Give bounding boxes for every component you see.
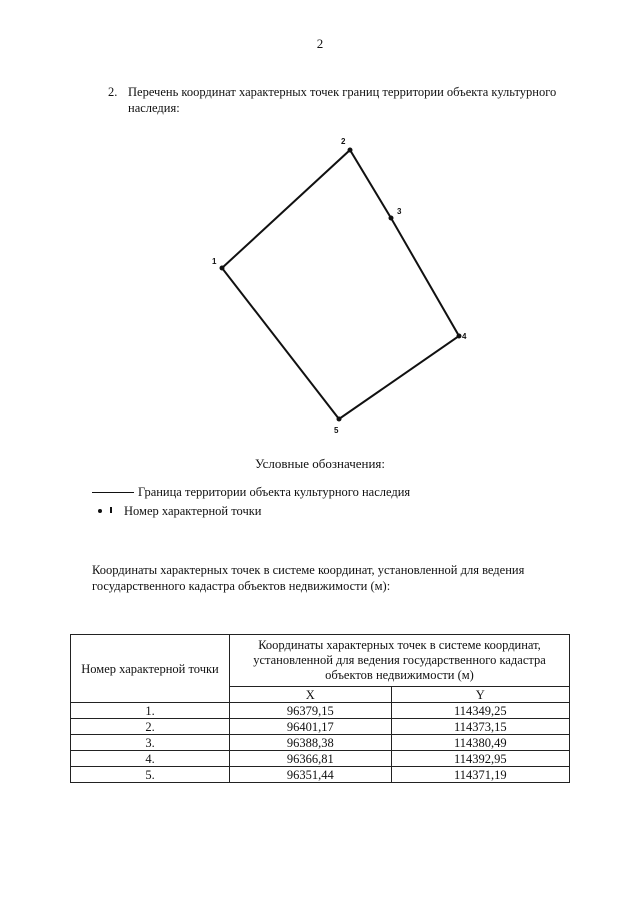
- point-label-2: 2: [341, 137, 346, 146]
- point-label-1: 1: [212, 257, 217, 266]
- point-marker-5: [337, 417, 342, 422]
- legend-title: Условные обозначения:: [254, 456, 386, 471]
- coordinates-intro: Координаты характерных точек в системе координат, установленной для ведения государственного кадастра объектов недвижимости (м):: [92, 563, 525, 593]
- section-heading-line1: Перечень координат характерных точек границ территории объекта культурного: [128, 85, 557, 99]
- table-row: [71, 735, 570, 751]
- header-coordinates-line1: Координаты характерных точек в системе координат,: [258, 638, 541, 652]
- boundary-polygon: [222, 150, 459, 419]
- cell-point: 4.: [71, 751, 230, 767]
- cell-x: 96401,17: [230, 719, 392, 735]
- point-label-3: 3: [397, 207, 402, 216]
- point-marker-4: [457, 334, 462, 339]
- point-label-5: 5: [334, 426, 339, 435]
- cell-y: 114373,15: [391, 719, 569, 735]
- header-coordinates: [230, 635, 570, 687]
- section-heading-line2: наследия:: [128, 101, 180, 115]
- table-row: [71, 767, 570, 783]
- cell-x: 96379,15: [230, 703, 392, 719]
- cell-point: 1.: [71, 703, 230, 719]
- section-number: 2.: [108, 85, 118, 99]
- legend-point: [92, 504, 262, 519]
- cell-x: 96388,38: [230, 735, 392, 751]
- point-marker-3: [389, 216, 394, 221]
- point-marker-2: [348, 148, 353, 153]
- header-x: X: [230, 687, 392, 703]
- cell-x: 96366,81: [230, 751, 392, 767]
- cell-point: 2.: [71, 719, 230, 735]
- header-point-number: Номер характерной точки: [71, 635, 230, 703]
- table-row: [71, 751, 570, 767]
- cell-y: 114392,95: [391, 751, 569, 767]
- coordinates-table: [70, 634, 570, 783]
- legend-boundary: [92, 485, 410, 500]
- point-symbol-icon: [92, 507, 122, 517]
- table-row: [71, 719, 570, 735]
- point-marker-1: [220, 266, 225, 271]
- boundary-line-symbol: [92, 492, 134, 493]
- cell-y: 114371,19: [391, 767, 569, 783]
- point-label-4: 4: [462, 332, 467, 341]
- header-coordinates-line3: объектов недвижимости (м): [325, 668, 474, 682]
- header-coordinates-line2: установленной для ведения государственного кадастра: [253, 653, 546, 667]
- legend-point-label: Номер характерной точки: [124, 504, 262, 518]
- page-number: 2: [316, 36, 324, 51]
- cell-y: 114349,25: [391, 703, 569, 719]
- header-y: Y: [391, 687, 569, 703]
- cell-y: 114380,49: [391, 735, 569, 751]
- cell-point: 5.: [71, 767, 230, 783]
- cell-x: 96351,44: [230, 767, 392, 783]
- table-row: [71, 703, 570, 719]
- table-header-row: [71, 635, 570, 687]
- cell-point: 3.: [71, 735, 230, 751]
- legend-boundary-label: Граница территории объекта культурного наследия: [138, 485, 411, 499]
